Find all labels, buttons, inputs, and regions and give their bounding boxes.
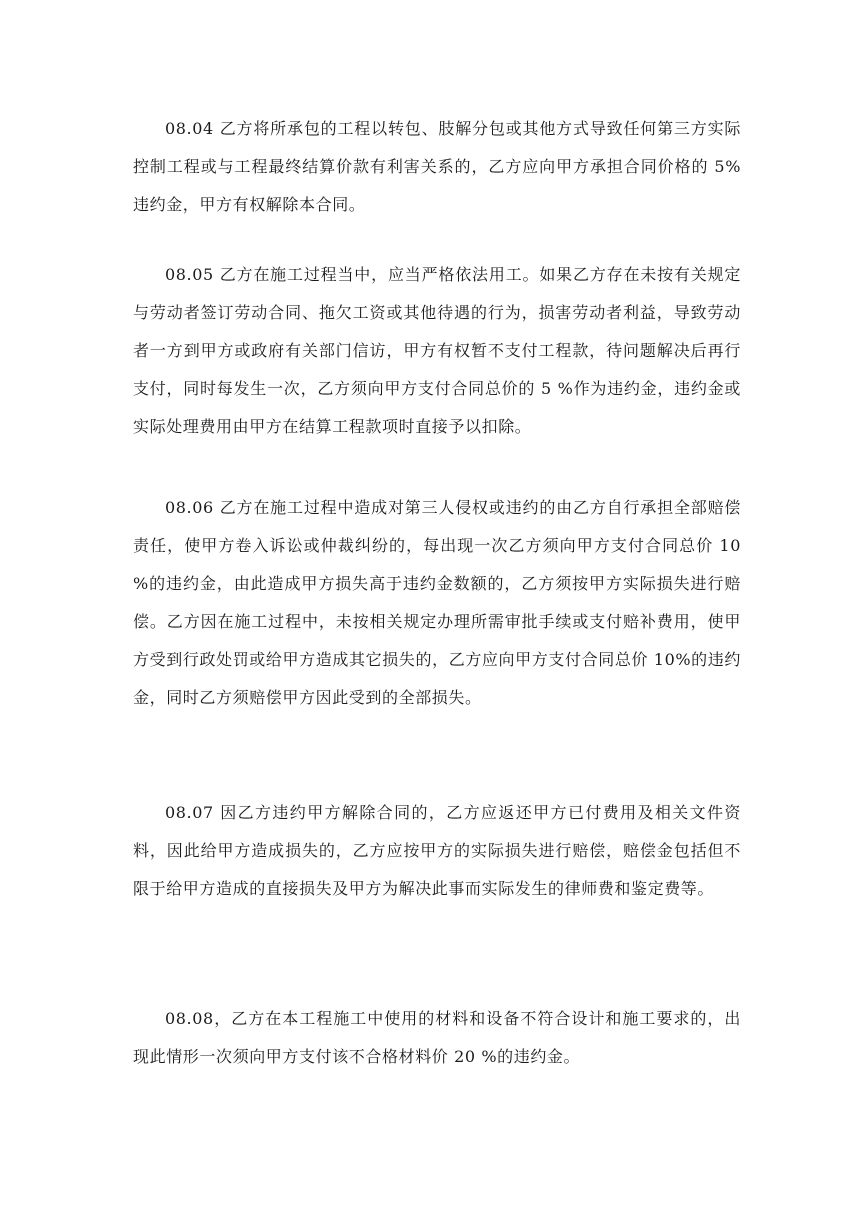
clause-08-08: 08.08，乙方在本工程施工中使用的材料和设备不符合设计和施工要求的，出现此情形一次须向甲方支付该不合格材料价 20 %的违约金。 bbox=[133, 1009, 741, 1066]
clause-08-06: 08.06 乙方在施工过程中造成对第三人侵权或违约的由乙方自行承担全部赔偿责任，使甲方卷入诉讼或仲裁纠纷的，每出现一次乙方须向甲方支付合同总价 10 %的违约金，由此造成甲方损失高于违约金数额的，乙方须按甲方实际损失进行赔偿。乙方因在施工过程中，未按相关规定办理所需审批手续或支付赔补费用，使甲方受到行政处罚或给甲方造成其它损失的，乙方应向甲方支付合同总价 10%的违约金，同时乙方须赔偿甲方因此受到的全部损失。 bbox=[133, 498, 741, 707]
clause-08-05: 08.05 乙方在施工过程当中，应当严格依法用工。如果乙方存在未按有关规定与劳动者签订劳动合同、拖欠工资或其他待遇的行为，损害劳动者利益，导致劳动者一方到甲方或政府有关部门信访，甲方有权暂不支付工程款，待问题解决后再行支付，同时每发生一次，乙方须向甲方支付合同总价的 5 %作为违约金，违约金或实际处理费用由甲方在结算工程款项时直接予以扣除。 bbox=[133, 265, 741, 436]
clause-08-04: 08.04 乙方将所承包的工程以转包、肢解分包或其他方式导致任何第三方实际控制工程或与工程最终结算价款有利害关系的，乙方应向甲方承担合同价格的 5%违约金，甲方有权解除本合同。 bbox=[133, 119, 741, 214]
clause-08-07: 08.07 因乙方违约甲方解除合同的，乙方应返还甲方已付费用及相关文件资料，因此给甲方造成损失的，乙方应按甲方的实际损失进行赔偿，赔偿金包括但不限于给甲方造成的直接损失及甲方为解决此事而实际发生的律师费和鉴定费等。 bbox=[133, 803, 741, 898]
